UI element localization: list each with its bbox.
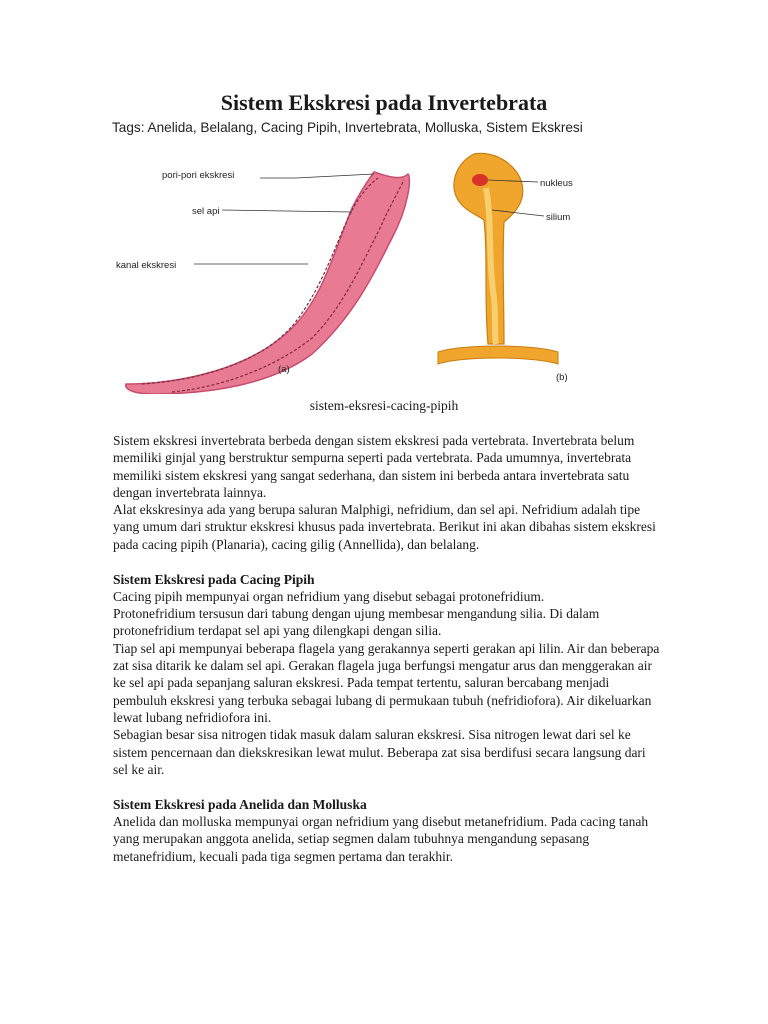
label-kanal: kanal ekskresi [116,260,177,271]
figure-illustration [112,148,592,394]
label-panel-a: (a) [278,364,290,375]
section-heading: Sistem Ekskresi pada Anelida dan Molluska [113,796,367,812]
label-silium: silium [546,212,571,223]
section-heading: Sistem Ekskresi pada Cacing Pipih [113,571,315,587]
section-paragraph: Protonefridium tersusun dari tabung dengan ujung membesar mengandung silia. Di dalam protonefridium terdapat sel api yang dilengkapi dengan silia. [113,606,600,639]
intro-paragraph: Alat ekskresinya ada yang berupa saluran Malphigi, nefridium, dan sel api. Nefridium adalah tipe yang umum dari struktur ekskresi khusus pada invertebrata. Berikut ini akan dibahas sistem ekskresi pada cacing pipih (Planaria), cacing gilig (Annellida), dan belalang. [113,502,656,552]
section-paragraph: Cacing pipih mempunyai organ nefridium yang disebut sebagai protonefridium. [113,588,545,604]
flatworm-body [126,172,410,394]
label-sel-api: sel api [192,206,220,217]
tubule-base [438,346,558,364]
tags-line: Tags: Anelida, Belalang, Cacing Pipih, Invertebrata, Molluska, Sistem Ekskresi [112,120,583,135]
section-paragraph: Tiap sel api mempunyai beberapa flagela yang gerakannya seperti gerakan api lilin. Air dan beberapa zat sisa ditarik ke dalam sel api. Gerakan flagela juga berfungsi mengatur arus dan menggerakan air ke sel api pada sepanjang saluran ekskresi. Pada tempat tertentu, saluran bercabang menjadi pembuluh ekskresi yang terbuka sebagai lubang di permukaan tubuh (nefridiofora). Air dikeluarkan lewat lubang nefridiofora ini. [113,640,660,725]
excretory-figure [112,148,592,394]
section-paragraph: Anelida dan molluska mempunyai organ nefridium yang disebut metanefridium. Pada cacing tanah yang merupakan anggota anelida, setiap segmen dalam tubuhnya mengandung sepasang metanefridium, kecuali pada tiga segmen pertama dan terakhir. [113,813,649,864]
section-paragraph: Sebagian besar sisa nitrogen tidak masuk dalam saluran ekskresi. Sisa nitrogen lewat dari sel ke sistem pencernaan dan diekskresikan lewat mulut. Beberapa zat sisa berdifusi secara langsung dari sel ke air. [113,727,646,777]
figure-caption: sistem-eksresi-cacing-pipih [309,398,459,413]
label-nukleus: nukleus [540,178,573,189]
label-pori: pori-pori ekskresi [162,170,235,181]
page-title: Sistem Ekskresi pada Invertebrata [220,90,548,115]
nucleus-shape [472,174,488,186]
label-panel-b: (b) [556,372,568,383]
intro-paragraph: Sistem ekskresi invertebrata berbeda dengan sistem ekskresi pada vertebrata. Invertebrata belum memiliki ginjal yang berstruktur sempurna seperti pada vertebrata. Pada umumnya, invertebrata memiliki sistem ekskresi yang sangat sederhana, dan sistem ini berbeda antara invertebrata satu dengan invertebrata lainnya. [113,433,635,500]
article-body [113,432,661,865]
